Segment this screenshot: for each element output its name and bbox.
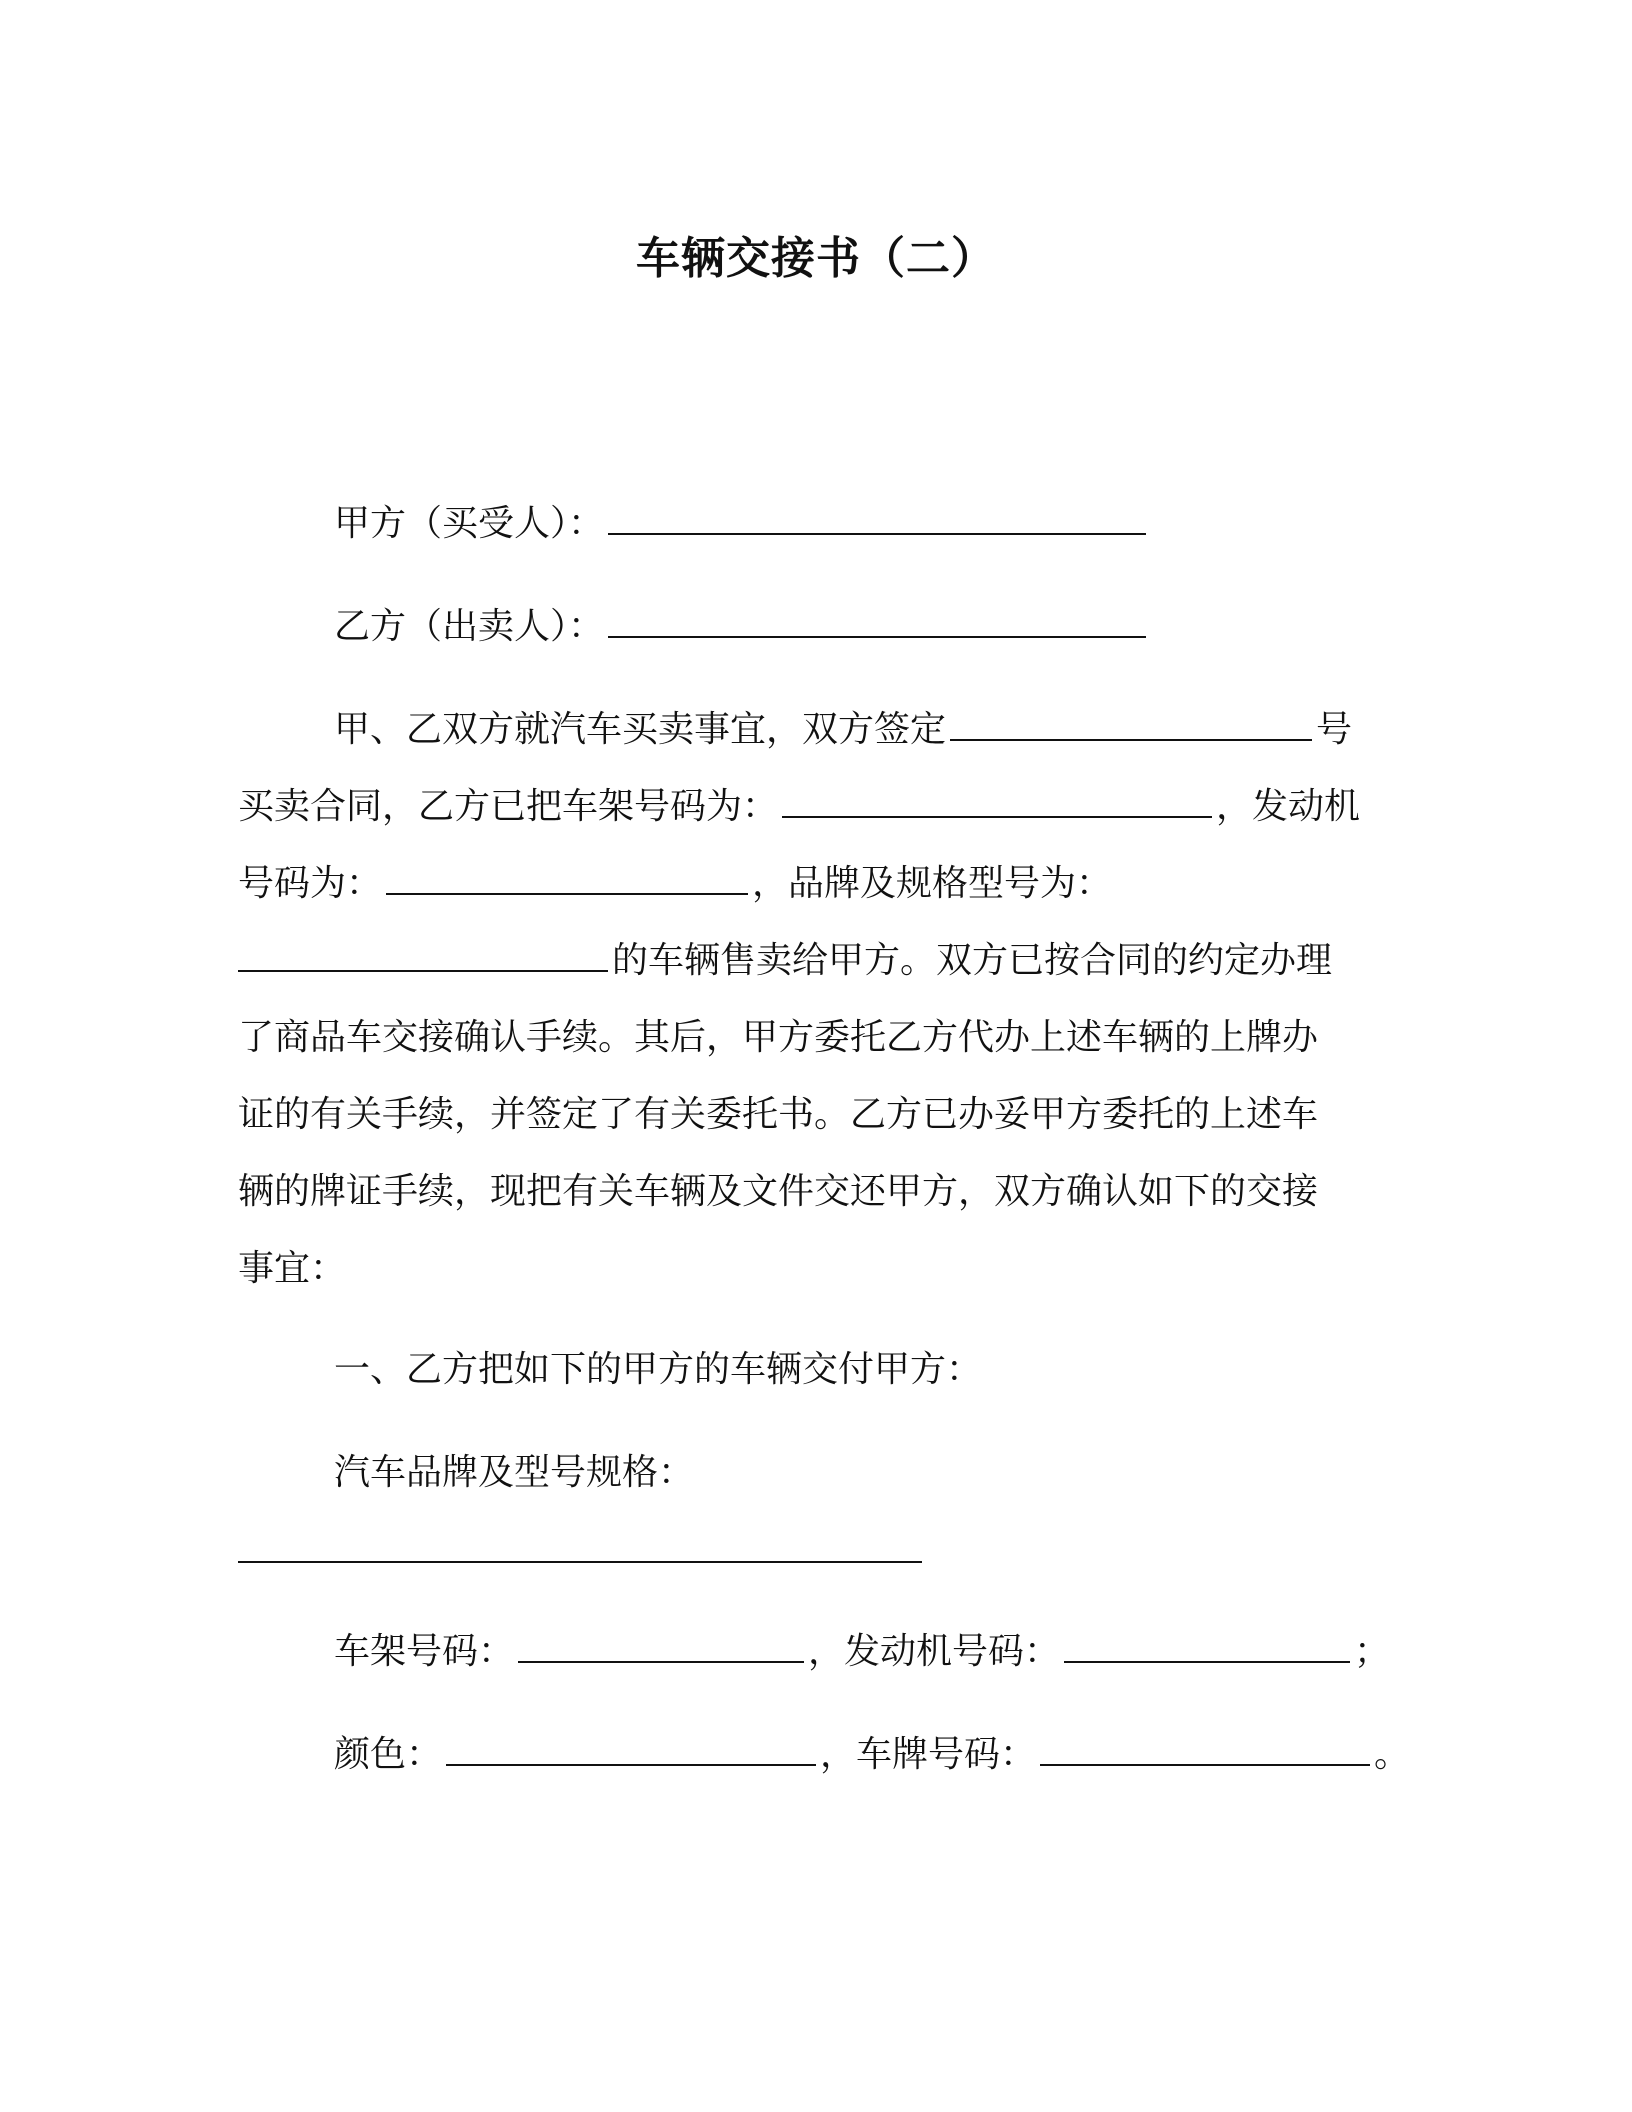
party-b-label: 乙方（出卖人）： <box>334 606 605 647</box>
party-a-blank[interactable] <box>608 523 1146 535</box>
color-blank[interactable] <box>446 1754 816 1766</box>
para1-line2 <box>238 783 1360 831</box>
plate-label: ，车牌号码： <box>820 1734 1037 1775</box>
brand-label: 汽车品牌及型号规格： <box>334 1452 695 1493</box>
frame-label: 车架号码： <box>334 1631 515 1672</box>
frame-number-blank-2[interactable] <box>518 1651 804 1663</box>
para1-line1 <box>334 706 1352 754</box>
para1-line5: 了商品车交接确认手续。其后，甲方委托乙方代办上述车辆的上牌办 <box>238 1017 1319 1058</box>
party-b-blank[interactable] <box>608 626 1146 638</box>
para1-line1-text: 甲、乙双方就汽车买卖事宜，双方签定 <box>334 709 947 750</box>
document-title: 车辆交接书（二） <box>636 233 996 284</box>
color-plate-line <box>334 1731 1410 1779</box>
contract-number-blank[interactable] <box>950 729 1312 741</box>
color-label: 颜色： <box>334 1734 443 1775</box>
brand-model-blank-2[interactable] <box>238 1551 922 1563</box>
brand-model-line <box>238 1528 926 1576</box>
frame-number-blank-1[interactable] <box>782 806 1212 818</box>
plate-line-end: 。 <box>1374 1734 1411 1775</box>
para1-line6: 证的有关手续，并签定了有关委托书。乙方已办妥甲方委托的上述车 <box>238 1094 1319 1135</box>
para1-line3-suffix: ，品牌及规格型号为： <box>752 863 1113 904</box>
party-a-label: 甲方（买受人）： <box>334 503 605 544</box>
para1-line8: 事宜： <box>238 1248 347 1289</box>
para1-line7: 辆的牌证手续，现把有关车辆及文件交还甲方，双方确认如下的交接 <box>238 1171 1319 1212</box>
para1-line1-suffix: 号 <box>1316 709 1353 750</box>
engine-number-blank-2[interactable] <box>1064 1651 1350 1663</box>
section1-heading: 一、乙方把如下的甲方的车辆交付甲方： <box>334 1349 983 1390</box>
para1-line3 <box>238 860 1112 908</box>
para1-line4 <box>238 937 1332 985</box>
party-b-line <box>334 603 1150 651</box>
engine-label: ，发动机号码： <box>808 1631 1061 1672</box>
para1-line2-suffix: ，发动机 <box>1216 786 1361 827</box>
para1-line4-text: 的车辆售卖给甲方。双方已按合同的约定办理 <box>612 940 1333 981</box>
frame-engine-line <box>334 1628 1390 1676</box>
party-a-line <box>334 500 1150 548</box>
plate-number-blank[interactable] <box>1040 1754 1370 1766</box>
engine-number-blank-1[interactable] <box>386 883 748 895</box>
engine-line-end: ； <box>1354 1631 1391 1672</box>
para1-line2-text: 买卖合同，乙方已把车架号码为： <box>238 786 779 827</box>
para1-line3-text: 号码为： <box>238 863 383 904</box>
brand-model-blank-1[interactable] <box>238 960 608 972</box>
